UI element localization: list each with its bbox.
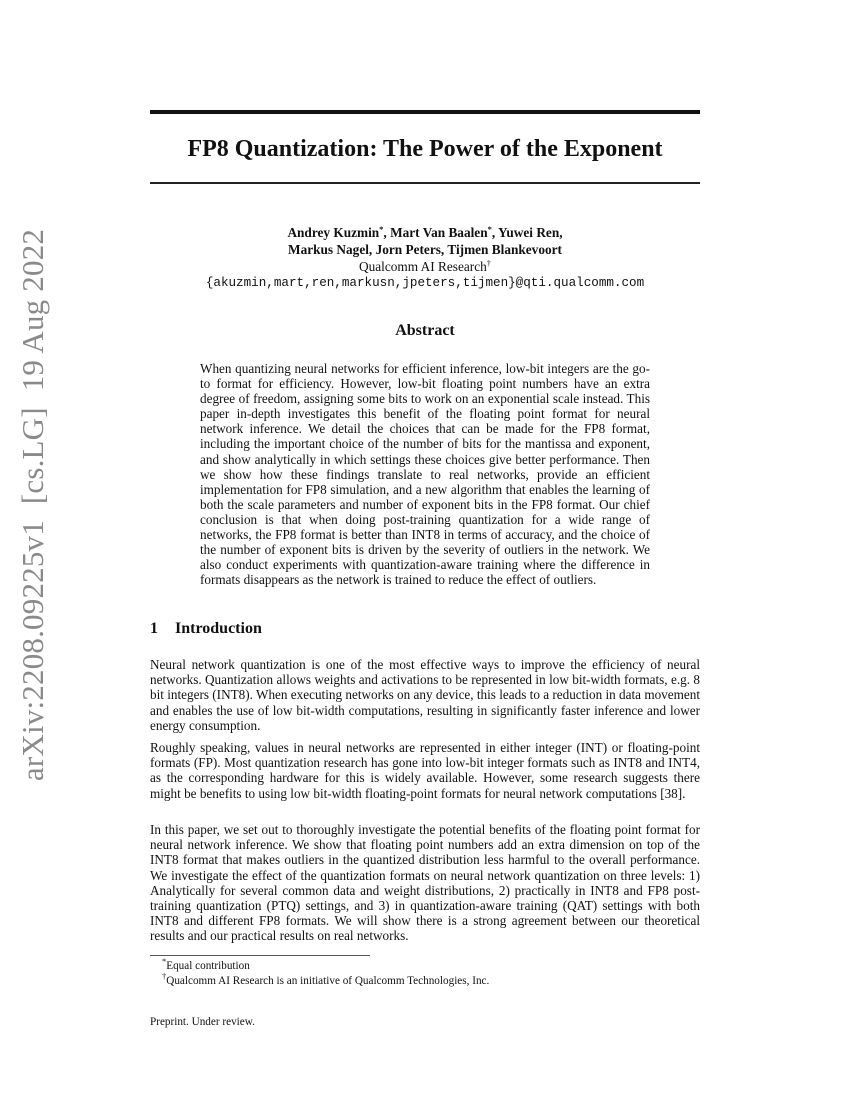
- intro-paragraph-3: In this paper, we set out to thoroughly investigate the potential benefits of the floating point format for neural network inference. We show that floating point numbers add an extra dimension on top of the INT8 format that makes outliers in the quantized distribution less harmful to the overall performance. We investigate the effect of the quantization formats on neural network quantization on three levels: 1) Analytically for several common data and weight distributions, 2) practically in INT8 and FP8 post-training quantization (PTQ) settings, and 3) in quantization-aware training (QAT) settings with both INT8 and different FP8 formats. We will show there is a strong agreement between our theoretical results and our practical results on real networks.: [150, 822, 700, 944]
- author-block: [150, 224, 700, 292]
- author: Yuwei Ren: [498, 225, 560, 240]
- author: Andrey Kuzmin: [287, 225, 380, 240]
- abstract-heading: Abstract: [395, 322, 455, 339]
- title-rule-top: [150, 110, 700, 114]
- intro-paragraph-2: Roughly speaking, values in neural networks are represented in either integer (INT) or floating-point formats (FP). Most quantization research has gone into low-bit integer formats such as INT8 and INT4, as the corresponding hardware for this is widely available. However, some research suggests there might be benefits to using low bit-width floating-point formats for neural network computations [38].: [150, 740, 700, 801]
- author-line-2: Markus Nagel, Jorn Peters, Tijmen Blankevoort: [288, 242, 562, 257]
- affiliation: [150, 258, 700, 275]
- footnotes: [162, 956, 490, 989]
- arxiv-category: [cs.LG]: [15, 407, 50, 505]
- footnote-affiliation: [162, 971, 490, 989]
- affiliation-mark: †: [486, 258, 491, 268]
- footnote-rule: [150, 955, 370, 956]
- footnote-mark: †: [162, 971, 167, 981]
- affiliation-name: Qualcomm AI Research: [358, 259, 487, 274]
- section-number: 1: [150, 620, 158, 637]
- arxiv-id: arXiv:2208.09225v1: [15, 520, 50, 782]
- footnote-equal-contribution: [162, 956, 489, 974]
- footnote-mark: *: [162, 956, 167, 966]
- section-title: Introduction: [175, 620, 262, 637]
- arxiv-date: 19 Aug 2022: [15, 228, 50, 392]
- preprint-notice: Preprint. Under review.: [150, 1016, 255, 1028]
- abstract-text: When quantizing neural networks for efficient inference, low-bit integers are the go-to format for efficiency. However, low-bit floating point numbers have an extra degree of freedom, assigning some bits to work on an exponential scale instead. This paper in-depth investigates this benefit of the floating point format for neural network inference. We detail the choices that can be made for the FP8 format, including the important choice of the number of bits for the mantissa and exponent, and show analytically in which settings these choices give better performance. Then we show how these findings translate to real networks, provide an efficient implementation for FP8 simulation, and a new algorithm that enables the learning of both the scale parameters and number of exponent bits in the FP8 format. Our chief conclusion is that when doing post-training quantization for a wide range of networks, the FP8 format is better than INT8 in terms of accuracy, and the choice of the number of exponent bits is driven by the severity of outliers in the network. We also conduct experiments with quantization-aware training where the difference in formats disappears as the network is trained to reduce the effect of outliers.: [200, 361, 650, 588]
- section-heading-introduction: [150, 620, 262, 638]
- author-emails: {akuzmin,mart,ren,markusn,jpeters,tijmen}@qti.qualcomm.com: [205, 276, 645, 290]
- footnote-text: Equal contribution: [166, 960, 250, 972]
- equal-contribution-mark: *: [379, 224, 384, 234]
- author-line-1: Andrey Kuzmin*, Mart Van Baalen*, Yuwei Ren,: [287, 224, 563, 240]
- paper-title: FP8 Quantization: The Power of the Exponent: [187, 136, 663, 162]
- author: Mart Van Baalen: [390, 225, 488, 240]
- intro-paragraph-1: Neural network quantization is one of the most effective ways to improve the efficiency of neural networks. Quantization allows weights and activations to be represented in low bit-width formats, e.g. 8 bit integers (INT8). When executing networks on any device, this leads to a reduction in data movement and enables the use of low bit-width computations, resulting in significantly faster inference and lower energy consumption.: [150, 657, 700, 733]
- title-rule-bottom: [150, 182, 700, 184]
- arxiv-stamp: [15, 229, 51, 781]
- equal-contribution-mark: *: [487, 224, 492, 234]
- footnote-text: Qualcomm AI Research is an initiative of Qualcomm Technologies, Inc.: [166, 975, 490, 987]
